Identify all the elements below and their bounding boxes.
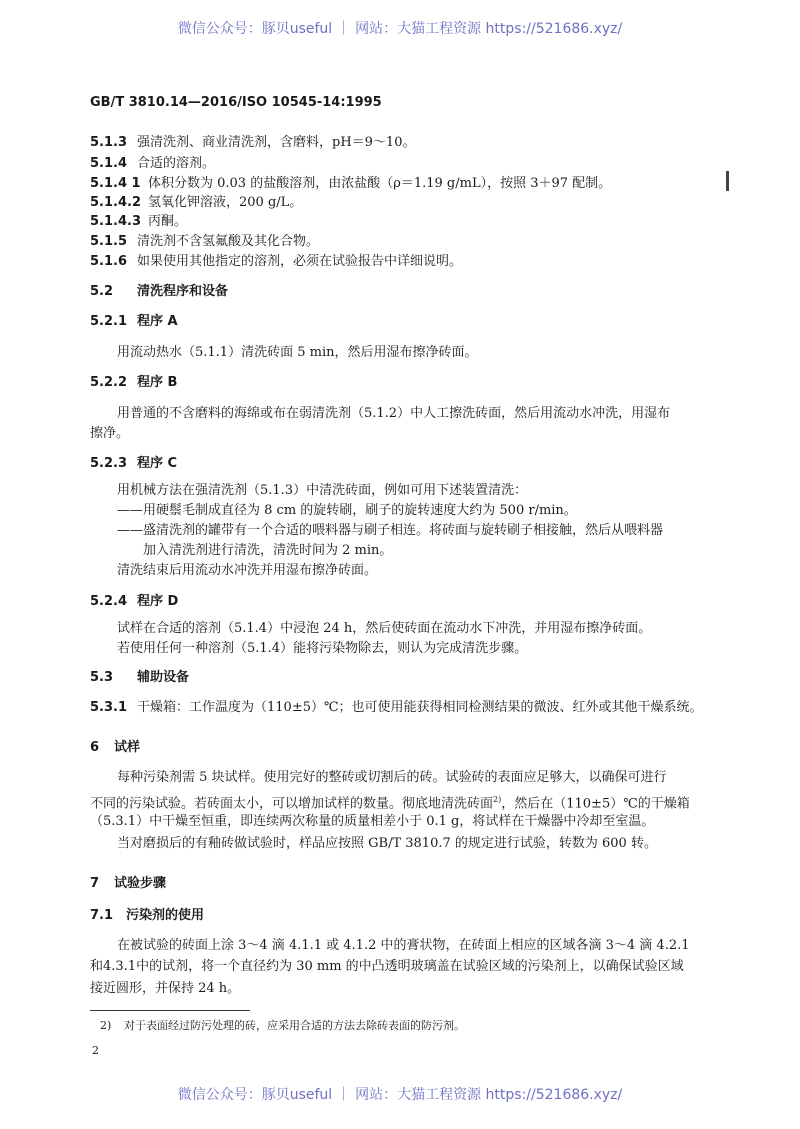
clause-title: 污染剂的使用 xyxy=(126,908,205,923)
footnote xyxy=(100,1017,465,1035)
clause-title: 程序 D xyxy=(137,594,179,609)
section-7-heading xyxy=(90,875,166,893)
text: 不同的污染试验。若砖面太小，可以增加试样的数量。彻底地清洗砖面 xyxy=(90,796,494,812)
clause-number: 5.3.1 xyxy=(90,700,128,715)
clause-7-1-heading xyxy=(90,907,204,925)
section-6-heading xyxy=(90,739,140,757)
clause-title: 程序 A xyxy=(137,314,178,329)
section-5-2-heading xyxy=(90,283,228,301)
clause-number: 5.1.6 xyxy=(90,254,128,269)
clause-text: 强清洗剂、商业清洗剂，含磨料，pH＝9～10。 xyxy=(137,135,416,150)
footnote-mark: 2) xyxy=(100,1019,112,1032)
clause-5-1-4 xyxy=(90,155,215,173)
list-item: ——用硬鬃毛制成直径为 8 cm 的旋转刷，刷子的旋转速度大约为 500 r/min。 xyxy=(117,503,577,518)
section-title: 试样 xyxy=(114,740,141,755)
clause-text: 合适的溶剂。 xyxy=(137,156,216,171)
footnote-text: 对于表面经过防污处理的砖，应采用合适的方法去除砖表面的防污剂。 xyxy=(124,1019,465,1032)
clause-5-1-3 xyxy=(90,134,415,152)
section-5-3-heading xyxy=(90,669,189,687)
clause-5-1-6 xyxy=(90,253,462,271)
clause-number: 5.2.4 xyxy=(90,594,128,609)
clause-5-1-4-2 xyxy=(90,194,302,212)
clause-5-2-3-heading xyxy=(90,455,177,473)
clause-number: 5.1.4 1 xyxy=(90,176,141,191)
section-number: 5.2 xyxy=(90,284,114,299)
footnote-divider xyxy=(90,1010,250,1011)
paragraph: 若使用任何一种溶剂（5.1.4）能将污染物除去，则认为完成清洗步骤。 xyxy=(117,641,528,656)
clause-5-1-5 xyxy=(90,233,319,251)
clause-number: 7.1 xyxy=(90,908,114,923)
paragraph: 在被试验的砖面上涂 3～4 滴 4.1.1 或 4.1.2 中的膏状物，在砖面上相应的区域各滴 3～4 滴 4.2.1 xyxy=(117,938,690,953)
clause-5-1-4-3 xyxy=(90,213,187,231)
clause-5-2-4-heading xyxy=(90,593,178,611)
paragraph xyxy=(90,791,690,813)
page-number: 2 xyxy=(92,1044,99,1057)
section-title: 清洗程序和设备 xyxy=(137,284,229,299)
clause-5-2-1-heading xyxy=(90,313,178,331)
change-bar xyxy=(726,171,729,191)
clause-number: 5.2.3 xyxy=(90,456,128,471)
paragraph: （5.3.1）中干燥至恒重，即连续两次称量的质量相差小于 0.1 g，将试样在干燥器中冷却至室温。 xyxy=(90,814,655,829)
clause-text: 清洗剂不含氢氟酸及其化合物。 xyxy=(137,234,320,249)
clause-text: 体积分数为 0.03 的盐酸溶剂，由浓盐酸（ρ＝1.19 g/mL），按照 3＋97 配制。 xyxy=(148,176,612,191)
clause-text: 如果使用其他指定的溶剂，必须在试验报告中详细说明。 xyxy=(137,254,463,269)
watermark-top: 微信公众号：豚贝useful ｜ 网站：大猫工程资源 https://521686.xyz/ xyxy=(177,21,623,37)
paragraph: 用普通的不含磨料的海绵或布在弱清洗剂（5.1.2）中人工擦洗砖面，然后用流动水冲洗，用湿布 xyxy=(117,406,671,421)
clause-title: 程序 B xyxy=(137,375,178,390)
section-number: 7 xyxy=(90,876,100,891)
paragraph: 每种污染剂需 5 块试样。使用完好的整砖或切割后的砖。试验砖的表面应足够大，以确保可进行 xyxy=(117,770,667,785)
paragraph: 用流动热水（5.1.1）清洗砖面 5 min，然后用湿布擦净砖面。 xyxy=(117,345,478,360)
section-number: 6 xyxy=(90,740,100,755)
paragraph: 接近圆形，并保持 24 h。 xyxy=(90,981,241,996)
clause-5-1-4-1 xyxy=(90,175,611,193)
paragraph: 用机械方法在强清洗剂（5.1.3）中清洗砖面，例如可用下述装置清洗： xyxy=(117,483,528,498)
section-title: 辅助设备 xyxy=(137,670,190,685)
clause-number: 5.1.3 xyxy=(90,135,128,150)
clause-number: 5.2.1 xyxy=(90,314,128,329)
text: ，然后在（110±5）℃的干燥箱 xyxy=(501,796,690,812)
document-header: GB/T 3810.14—2016/ISO 10545-14:1995 xyxy=(90,95,382,110)
clause-5-2-2-heading xyxy=(90,374,177,392)
paragraph: 和4.3.1中的试剂，将一个直径约为 30 mm 的中凸透明玻璃盖在试验区域的污染剂上，以确保试验区域 xyxy=(90,959,684,974)
clause-number: 5.2.2 xyxy=(90,375,128,390)
clause-text: 丙酮。 xyxy=(148,214,188,229)
list-item: ——盛清洗剂的罐带有一个合适的喂料器与刷子相连。将砖面与旋转刷子相接触，然后从喂料器 xyxy=(117,523,664,538)
clause-text: 干燥箱：工作温度为（110±5）℃；也可使用能获得相同检测结果的微波、红外或其他干燥系统。 xyxy=(137,700,703,715)
clause-number: 5.1.4.2 xyxy=(90,195,141,210)
section-number: 5.3 xyxy=(90,670,114,685)
paragraph: 试样在合适的溶剂（5.1.4）中浸泡 24 h，然后使砖面在流动水下冲洗，并用湿布擦净砖面。 xyxy=(117,621,652,636)
clause-number: 5.1.4.3 xyxy=(90,214,141,229)
section-title: 试验步骤 xyxy=(114,876,167,891)
clause-text: 氢氧化钾溶液，200 g/L。 xyxy=(148,195,303,210)
paragraph: 当对磨损后的有釉砖做试验时，样品应按照 GB/T 3810.7 的规定进行试验，转数为 600 转。 xyxy=(117,836,657,851)
watermark-bottom: 微信公众号：豚贝useful ｜ 网站：大猫工程资源 https://521686.xyz/ xyxy=(177,1087,623,1103)
clause-number: 5.1.5 xyxy=(90,234,128,249)
footnote-reference: 2) xyxy=(493,795,502,804)
clause-number: 5.1.4 xyxy=(90,156,128,171)
clause-title: 程序 C xyxy=(137,456,178,471)
list-item-continued: 加入清洗剂进行清洗，清洗时间为 2 min。 xyxy=(143,543,393,558)
paragraph: 擦净。 xyxy=(90,426,130,441)
clause-5-3-1 xyxy=(90,699,703,717)
paragraph: 清洗结束后用流动水冲洗并用湿布擦净砖面。 xyxy=(117,563,378,578)
